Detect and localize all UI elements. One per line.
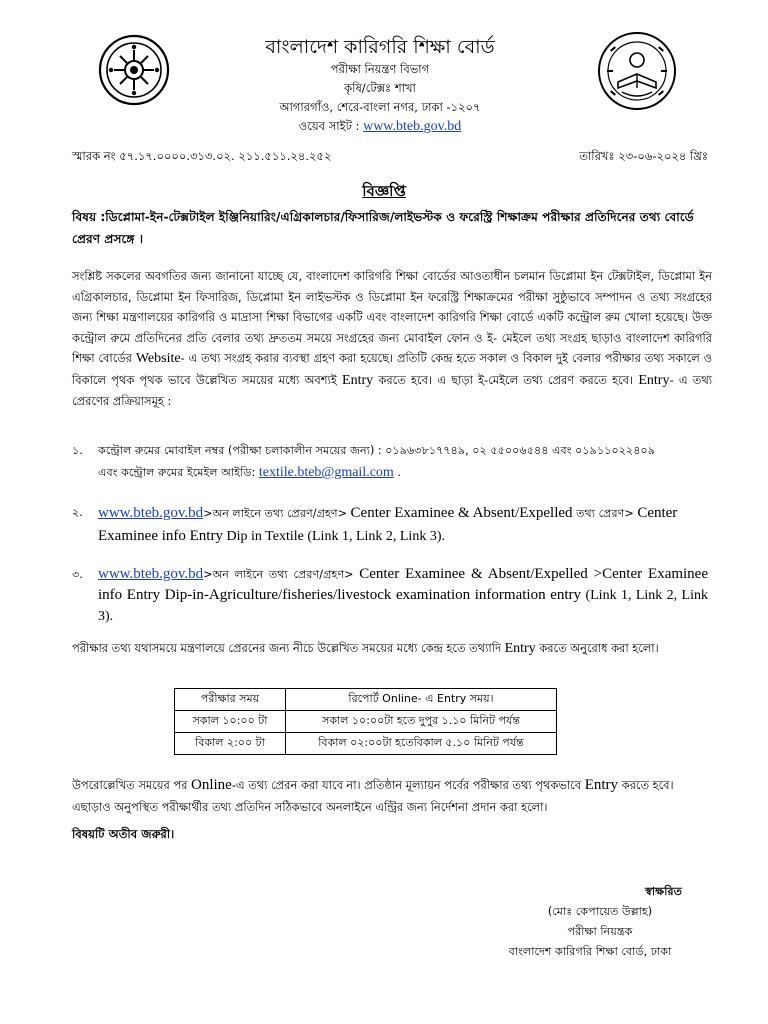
table-cell: সকাল ১০:০০টা হতে দুপুর ১.১০ মিনিট পর্যন্ত — [286, 711, 557, 733]
after-text-2: -এ তথ্য প্রেরন করা যাবে না। প্রতিষ্ঠান মূল্যায়ন পর্বের পরীক্ষার তথ্য পৃথকভাবে — [231, 778, 582, 792]
section: কৃষি/টেক্সঃ শাখা — [344, 81, 416, 95]
table-row — [175, 733, 557, 755]
table-row — [175, 711, 557, 733]
online-word: Online — [190, 777, 232, 793]
control-room-mobile: কন্ট্রোল রুমের মোবাইল নম্বর (পরীক্ষা চলাকালীন সময়ের জন্য) : ০১৯৬৩৮১৭৭৪৯, ০২ ৫৫০০৬৫৪৪ এবং ০১৯১১০২২৪০৯ — [98, 444, 656, 457]
after-paragraph — [72, 774, 712, 818]
website-link[interactable]: www.bteb.gov.bd — [363, 119, 462, 134]
government-seal-logo — [96, 32, 172, 108]
department: পরীক্ষা নিয়ন্ত্রণ বিভাগ — [330, 62, 430, 76]
signatory-designation: পরীক্ষা নিয়ন্ত্রক — [567, 925, 633, 938]
body-text-1: সংশ্লিষ্ট সকলের অবগতির জন্য জানানো যাচ্ছে যে, বাংলাদেশ কারিগরি শিক্ষা বোর্ডের আওতাধীন চলমান ডিপ্লোমা ইন টেক্সটাইল, ডিপ্লোমা ইন এগ্রিকালচার, ডিপ্লোমা ইন ফিসারিজ, ডিপ্লোমা ইন লাইভস্টক ও ডিপ্লোমা ইন ফরেস্ট্রি শিক্ষাক্রমের পরীক্ষা সুষ্ঠুভাবে সম্পাদন ও তথ্য সংগ্রহের জন্য শিক্ষা মন্ত্রণালয়ের কারিগরি ও মাদ্রাসা শিক্ষা বিভাগের একটি এবং বাংলাদেশ কারিগরি শিক্ষা বোর্ডে একটি কন্ট্রোল রুম খোলা হয়েছে। উক্ত কন্ট্রোল রুমে প্রতিদিনের প্রতি বেলার তথ্য দ্রুততম সময়ে সংগ্রহের জন্য মোবাইল ফোন ও ই- মেইলে তথ্য সংগ্রহ ছাড়াও বাংলাদেশ কারিগরি শিক্ষা বোর্ডের — [72, 269, 712, 365]
schedule-table — [174, 688, 557, 755]
website-line — [180, 117, 580, 136]
entry-word: Entry — [504, 641, 536, 656]
menu-path-text: Center Examinee & Absent/Expelled — [350, 505, 573, 521]
email-link[interactable]: textile.bteb@gmail.com — [258, 465, 394, 480]
item-number: ৩. — [72, 568, 83, 581]
table-header: রিপোর্ট Online- এ Entry সময়। — [286, 689, 557, 711]
after-text-3: করতে হবে। এছাড়াও অনুপস্থিত পরীক্ষার্থীর তথ্য প্রতিদিন সঠিকভাবে অনলাইনে এন্ট্রির জন্য নির্দেশনা প্রদান করা হলো। — [72, 778, 674, 814]
table-header-row — [175, 689, 557, 711]
table-cell: বিকাল ২:০০ টা — [175, 733, 286, 755]
notice-date: তারিখঃ ২৩-০৬-২০২৪ খ্রিঃ — [579, 149, 708, 163]
table-header: পরীক্ষার সময় — [175, 689, 286, 711]
signatory-name: (মোঃ কেপায়েত উল্লাহ) — [547, 905, 653, 918]
links-text: (Link 1, Link 2, Link 3). — [98, 588, 708, 624]
subject-line: বিষয় :ডিপ্লোমা-ইন-টেক্সটাইল ইঞ্জিনিয়ারিং/এগ্রিকালচার/ফিসারিজ/লাইভস্টক ও ফরেস্ট্রি শিক্ষাক্রম পরীক্ষার প্রতিদিনের তথ্য বোর্ডে প্রেরণ প্রসঙ্গে । — [72, 210, 694, 246]
notice-title: বিজ্ঞপ্তি — [362, 182, 406, 200]
item-number: ২. — [72, 506, 83, 519]
website-word: Website — [135, 351, 181, 366]
email-suffix: . — [397, 466, 401, 479]
entry-word: Entry — [584, 777, 619, 793]
body-text-2: - এ তথ্য সংগ্রহ করার ব্যবস্থা গ্রহণ করা হয়েছে। প্রতিটি কেন্দ্র হতে সকাল ও বিকাল দুই বেলার পরীক্ষার তথ্য সকালে ও বিকালে পৃথক পৃথক ভাবে উল্লেখিত সময়ের মধ্যে অবশ্যই — [72, 351, 712, 387]
table-cell: বিকাল ০২:০০টা হতেবিকাল ৫.১০ মিনিট পর্যন্ত — [286, 733, 557, 755]
letterhead — [180, 34, 580, 136]
urgent-note: বিষয়টি অতীব জরুরী। — [72, 827, 175, 841]
menu-path-text-2: Center Examinee info Entry — [98, 505, 678, 544]
bteb-link[interactable]: www.bteb.gov.bd — [98, 566, 204, 582]
nav-path: >অন লাইনে তথ্য প্রেরণ/গ্রহণ> — [203, 507, 347, 520]
links-text: Dip in Textile (Link 1, Link 2, Link 3). — [226, 529, 445, 544]
entry-word-2: Entry — [638, 372, 670, 388]
nav-path-2: তথ্য প্রেরণ> — [576, 507, 634, 520]
entry-word: Entry — [342, 372, 374, 388]
table-cell: সকাল ১০:০০ টা — [175, 711, 286, 733]
email-label: এবং কন্ট্রোল রুমের ইমেইল আইডি: — [98, 466, 256, 479]
item-number: ১. — [72, 444, 83, 457]
after-text-1: উপরোল্লেখিত সময়ের পর — [72, 778, 188, 792]
memo-number: স্মারক নং ৫৭.১৭.০০০০.৩১৩.০২. ২১১.৫১১.২৪.২৫২ — [72, 149, 332, 163]
nav-path: >অন লাইনে তথ্য প্রেরণ/গ্রহণ> — [203, 568, 354, 581]
menu-path-text: Center Examinee & Absent/Expelled >Center Examinee info Entry Dip-in-Agriculture/fisheries/livestock examination information entry — [98, 566, 709, 603]
website-label: ওয়েব সাইট : — [298, 119, 360, 133]
signature-block — [500, 882, 700, 962]
body-text-4: - এ তথ্য প্রেরণের প্রক্রিয়াসমূহ : — [72, 372, 713, 408]
address: আগারগাঁও, শেরে-বাংলা নগর, ঢাকা -১২০৭ — [279, 100, 481, 114]
body-text-3: করতে হবে। এ ছাড়া ই-মেইলে তথ্য প্রেরণ করতে হবে। — [378, 372, 634, 387]
bteb-link[interactable]: www.bteb.gov.bd — [98, 505, 204, 521]
board-name: বাংলাদেশ কারিগরি শিক্ষা বোর্ড — [265, 36, 495, 58]
control-room-email-line — [98, 462, 708, 484]
bteb-board-logo — [596, 30, 678, 112]
request-text-1: পরীক্ষার তথ্য যথাসময়ে মন্ত্রণালয়ে প্রেরনের জন্য নীচে উল্লেখিত সময়ের মধ্যে কেন্দ্র হতে তথ্যাদি — [72, 641, 501, 655]
request-text-2: করতে অনুরোধ করা হলো। — [539, 641, 659, 655]
signed-label: স্বাক্ষরিত — [645, 885, 682, 898]
request-paragraph — [72, 638, 708, 659]
signatory-organization: বাংলাদেশ কারিগরি শিক্ষা বোর্ড, ঢাকা — [508, 945, 672, 958]
body-paragraph — [72, 266, 712, 412]
